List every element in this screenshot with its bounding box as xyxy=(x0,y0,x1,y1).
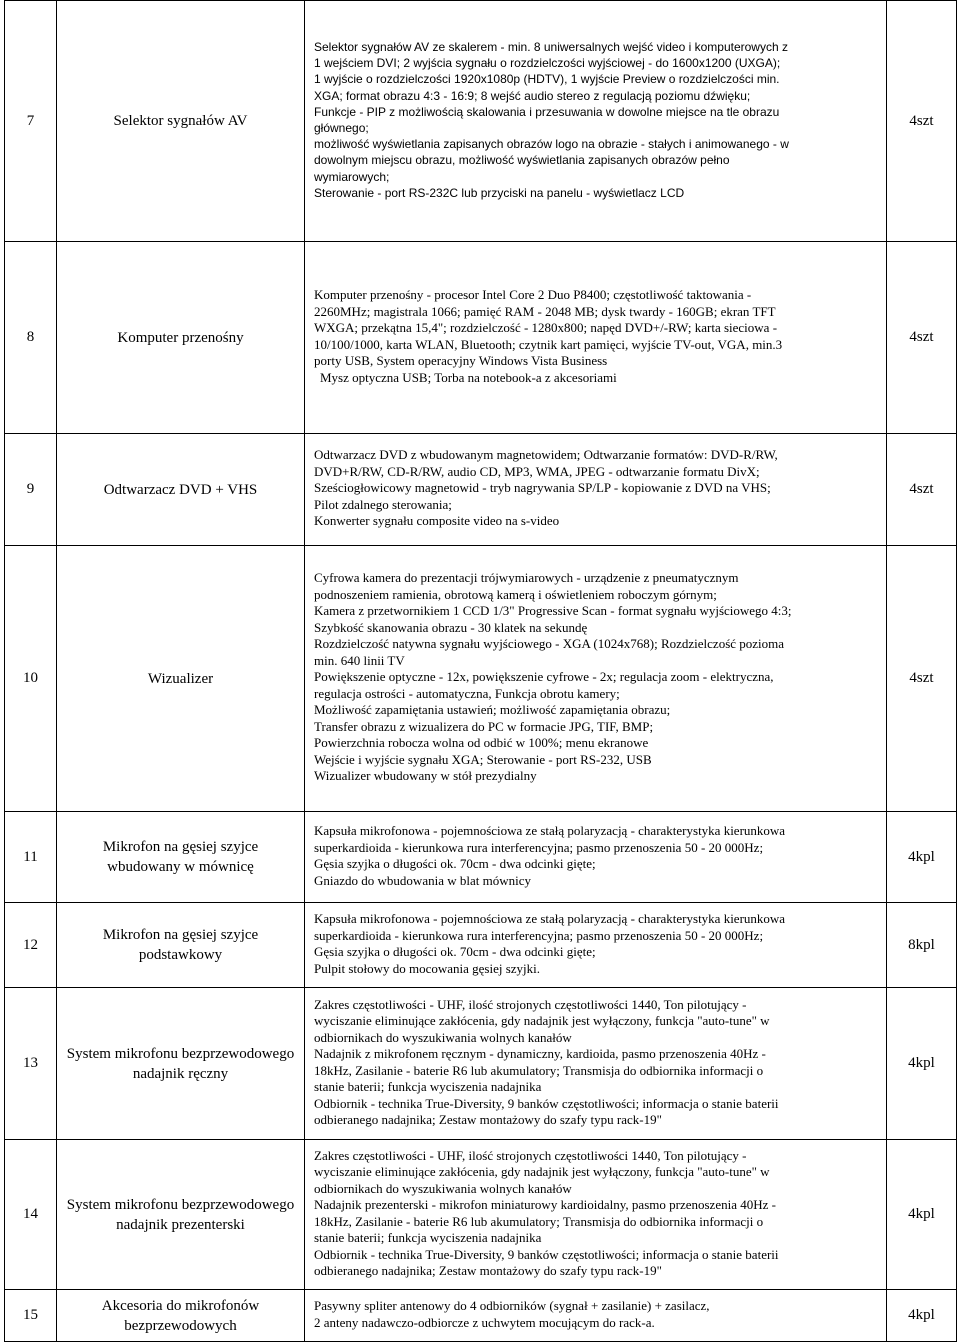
description-line: Transfer obrazu z wizualizera do PC w formacie JPG, TIF, BMP; xyxy=(314,718,654,734)
description-line: możliwość wyświetlania zapisanych obrazów logo na obrazie - stałych i animowanego - w xyxy=(314,137,789,152)
description-line: 2 anteny nadawczo-odbiorcze z uchwytem mocującym do rack-a. xyxy=(314,1314,655,1330)
item-quantity: 4kpl xyxy=(887,988,957,1140)
description-line: Odbiornik - technika True-Diversity, 9 banków częstotliwości; informacja o stanie baterii xyxy=(314,1246,779,1262)
description-line: Odbiornik - technika True-Diversity, 9 banków częstotliwości; informacja o stanie baterii xyxy=(314,1095,779,1111)
table-row xyxy=(5,1290,957,1342)
description-line: głównego; xyxy=(314,121,369,135)
item-name: System mikrofonu bezprzewodowego nadajnik prezenterski xyxy=(57,1140,305,1290)
description-line: Mysz optyczna USB; Torba na notebook-a z akcesoriami xyxy=(320,369,617,385)
description-line: Komputer przenośny - procesor Intel Core 2 Duo P8400; częstotliwość taktowania - xyxy=(314,287,752,302)
description-line: Wejście i wyjście sygnału XGA; Sterowanie - port RS-232, USB xyxy=(314,751,652,767)
description-line: 10/100/1000, karta WLAN, Bluetooth; czytnik kart pamięci, wyjście TV-out, VGA, min.3 xyxy=(314,336,783,352)
description-line: Rozdzielczość natywna sygnału wyjściowego - XGA (1024x768); Rozdzielczość pozioma xyxy=(314,636,785,652)
description-line: odbieranego nadajnika; Zestaw montażowy do szafy typu rack-19" xyxy=(314,1263,662,1278)
description-line: Sześciogłowicowy magnetowid - tryb nagrywania SP/LP - kopiowanie z DVD na VHS; xyxy=(314,480,771,496)
description-line: Zakres częstotliwości - UHF, ilość strojonych częstotliwości 1440, Ton pilotujący - xyxy=(314,996,747,1012)
spec-table xyxy=(4,0,957,1342)
table-row xyxy=(5,242,957,434)
description-line: Selektor sygnałów AV ze skalerem - min. 8 uniwersalnych wejść video i komputerowych z xyxy=(314,39,788,54)
item-name: Odtwarzacz DVD + VHS xyxy=(57,434,305,546)
item-number: 10 xyxy=(5,546,57,812)
table-row xyxy=(5,434,957,546)
item-quantity: 4szt xyxy=(887,434,957,546)
description-line: Konwerter sygnału composite video na s-video xyxy=(314,513,560,529)
item-description xyxy=(305,1140,887,1290)
item-name: System mikrofonu bezprzewodowego nadajnik ręczny xyxy=(57,988,305,1140)
item-description xyxy=(305,812,887,903)
description-line: Gęsia szyjka o długości ok. 70cm - dwa odcinki gięte; xyxy=(314,944,596,959)
item-number: 14 xyxy=(5,1140,57,1290)
item-description xyxy=(305,988,887,1140)
description-line: Zakres częstotliwości - UHF, ilość strojonych częstotliwości 1440, Ton pilotujący - xyxy=(314,1147,747,1163)
item-quantity: 8kpl xyxy=(887,903,957,988)
item-description xyxy=(305,242,887,434)
description-line: 1 wyjście o rozdzielczości 1920x1080p (HDTV), 1 wyjście Preview o rozdzielczości min. xyxy=(314,72,780,87)
description-line: Sterowanie - port RS-232C lub przyciski na panelu - wyświetlacz LCD xyxy=(314,185,685,200)
description-line: 18kHz, Zasilanie - baterie R6 lub akumulatory; Transmisja do odbiornika informacji o xyxy=(314,1213,764,1229)
description-line: XGA; format obrazu 4:3 - 16:9; 8 wejść audio stereo z regulacją poziomu dźwięku; xyxy=(314,88,751,103)
description-line: odbieranego nadajnika; Zestaw montażowy do szafy typu rack-19" xyxy=(314,1112,662,1127)
item-name: Selektor sygnałów AV xyxy=(57,1,305,242)
description-line: superkardioida - kierunkowa rura interferencyjna; pasmo przenoszenia 50 - 20 000Hz; xyxy=(314,927,764,943)
description-line: regulacja ostrości - automatyczna, Funkcja obrotu kamery; xyxy=(314,685,620,701)
description-line: 18kHz, Zasilanie - baterie R6 lub akumulatory; Transmisja do odbiornika informacji o xyxy=(314,1062,764,1078)
item-description xyxy=(305,546,887,812)
item-description xyxy=(305,903,887,988)
description-line: podnoszeniem ramienia, obrotową kamerą i oświetleniem roboczym górnym; xyxy=(314,586,717,602)
description-line: Odtwarzacz DVD z wbudowanym magnetowidem; Odtwarzanie formatów: DVD-R/RW, xyxy=(314,447,778,463)
description-line: Nadajnik z mikrofonem ręcznym - dynamiczny, kardioida, pasmo przenoszenia 40Hz - xyxy=(314,1046,766,1061)
table-row xyxy=(5,1,957,242)
spec-table-body xyxy=(5,1,957,1342)
description-line: wyciszanie eliminujące zakłócenia, gdy nadajnik jest wyłączony, funkcja "auto-tune" w xyxy=(314,1164,770,1179)
description-line: Szybkość skanowania obrazu - 30 klatek na sekundę xyxy=(314,619,588,635)
item-number: 11 xyxy=(5,812,57,903)
item-description xyxy=(305,434,887,546)
item-name: Mikrofon na gęsiej szyjce wbudowany w mównicę xyxy=(57,812,305,903)
description-line: Gniazdo do wbudowania w blat mównicy xyxy=(314,872,531,888)
item-quantity: 4szt xyxy=(887,242,957,434)
item-number: 15 xyxy=(5,1290,57,1342)
description-line: dowolnym miejscu obrazu, możliwość wyświetlania zapisanych obrazów pełno xyxy=(314,153,730,168)
description-line: Kapsuła mikrofonowa - pojemnościowa ze stałą polaryzacją - charakterystyka kierunkowa xyxy=(314,823,786,838)
table-row xyxy=(5,903,957,988)
description-line: stanie baterii; funkcja wyciszenia nadajnika xyxy=(314,1230,542,1245)
description-line: Gęsia szyjka o długości ok. 70cm - dwa odcinki gięte; xyxy=(314,856,596,871)
description-line: WXGA; przekątna 15,4"; rozdzielczość - 1280x800; napęd DVD+/-RW; karta sieciowa - xyxy=(314,320,778,335)
item-description xyxy=(305,1,887,242)
item-name: Komputer przenośny xyxy=(57,242,305,434)
description-line: odbiornikach do wyszukiwania wolnych kanałów xyxy=(314,1029,572,1045)
table-row xyxy=(5,812,957,903)
description-line: Wizualizer wbudowany w stół prezydialny xyxy=(314,768,537,784)
description-line: 2260MHz; magistrala 1066; pamięć RAM - 2048 MB; dysk twardy - 160GB; ekran TFT xyxy=(314,303,776,319)
item-quantity: 4kpl xyxy=(887,1140,957,1290)
description-line: Powierzchnia robocza wolna od odbić w 100%; menu ekranowe xyxy=(314,735,649,751)
item-quantity: 4szt xyxy=(887,1,957,242)
item-quantity: 4szt xyxy=(887,546,957,812)
description-line: Pasywny spliter antenowy do 4 odbiorników (sygnał + zasilanie) + zasilacz, xyxy=(314,1298,710,1313)
table-row xyxy=(5,546,957,812)
description-line: DVD+R/RW, CD-R/RW, audio CD, MP3, WMA, JPEG - odtwarzanie formatu DivX; xyxy=(314,463,760,479)
description-line: Możliwość zapamiętania ustawień; możliwość zapamiętania obrazu; xyxy=(314,702,671,718)
item-name: Akcesoria do mikrofonów bezprzewodowych xyxy=(57,1290,305,1342)
description-line: Cyfrowa kamera do prezentacji trójwymiarowych - urządzenie z pneumatycznym xyxy=(314,570,739,586)
item-number: 13 xyxy=(5,988,57,1140)
description-line: wyciszanie eliminujące zakłócenia, gdy nadajnik jest wyłączony, funkcja "auto-tune" w xyxy=(314,1013,770,1028)
description-line: Funkcje - PIP z możliwością skalowania i przesuwania w dowolne miejsce na tle obrazu xyxy=(314,104,780,119)
item-number: 7 xyxy=(5,1,57,242)
item-number: 12 xyxy=(5,903,57,988)
description-line: Pilot zdalnego sterowania; xyxy=(314,496,452,512)
description-line: Pulpit stołowy do mocowania gęsiej szyjki. xyxy=(314,960,541,976)
description-line: wymiarowych; xyxy=(314,169,390,184)
description-line: min. 640 linii TV xyxy=(314,652,405,668)
table-row xyxy=(5,1140,957,1290)
item-name: Wizualizer xyxy=(57,546,305,812)
description-line: Powiększenie optyczne - 12x, powiększenie cyfrowe - 2x; regulacja zoom - elektryczna, xyxy=(314,669,774,685)
description-line: 1 wejściem DVI; 2 wyjścia sygnału o rozdzielczości wyjściowej - do 1600x1200 (UXGA); xyxy=(314,56,781,71)
item-description xyxy=(305,1290,887,1342)
description-line: Kamera z przetwornikiem 1 CCD 1/3" Progressive Scan - format sygnału wyjściowego 4:3; xyxy=(314,603,792,619)
description-line: Nadajnik prezenterski - mikrofon miniaturowy kardioidalny, pasmo przenoszenia 40Hz - xyxy=(314,1197,776,1212)
description-line: Kapsuła mikrofonowa - pojemnościowa ze stałą polaryzacją - charakterystyka kierunkowa xyxy=(314,911,786,926)
item-number: 9 xyxy=(5,434,57,546)
item-quantity: 4kpl xyxy=(887,812,957,903)
item-quantity: 4kpl xyxy=(887,1290,957,1342)
description-line: stanie baterii; funkcja wyciszenia nadajnika xyxy=(314,1079,542,1094)
description-line: odbiornikach do wyszukiwania wolnych kanałów xyxy=(314,1180,572,1196)
item-number: 8 xyxy=(5,242,57,434)
item-name: Mikrofon na gęsiej szyjce podstawkowy xyxy=(57,903,305,988)
description-line: superkardioida - kierunkowa rura interferencyjna; pasmo przenoszenia 50 - 20 000Hz; xyxy=(314,839,764,855)
table-row xyxy=(5,988,957,1140)
description-line: porty USB, System operacyjny Windows Vista Business xyxy=(314,353,608,368)
